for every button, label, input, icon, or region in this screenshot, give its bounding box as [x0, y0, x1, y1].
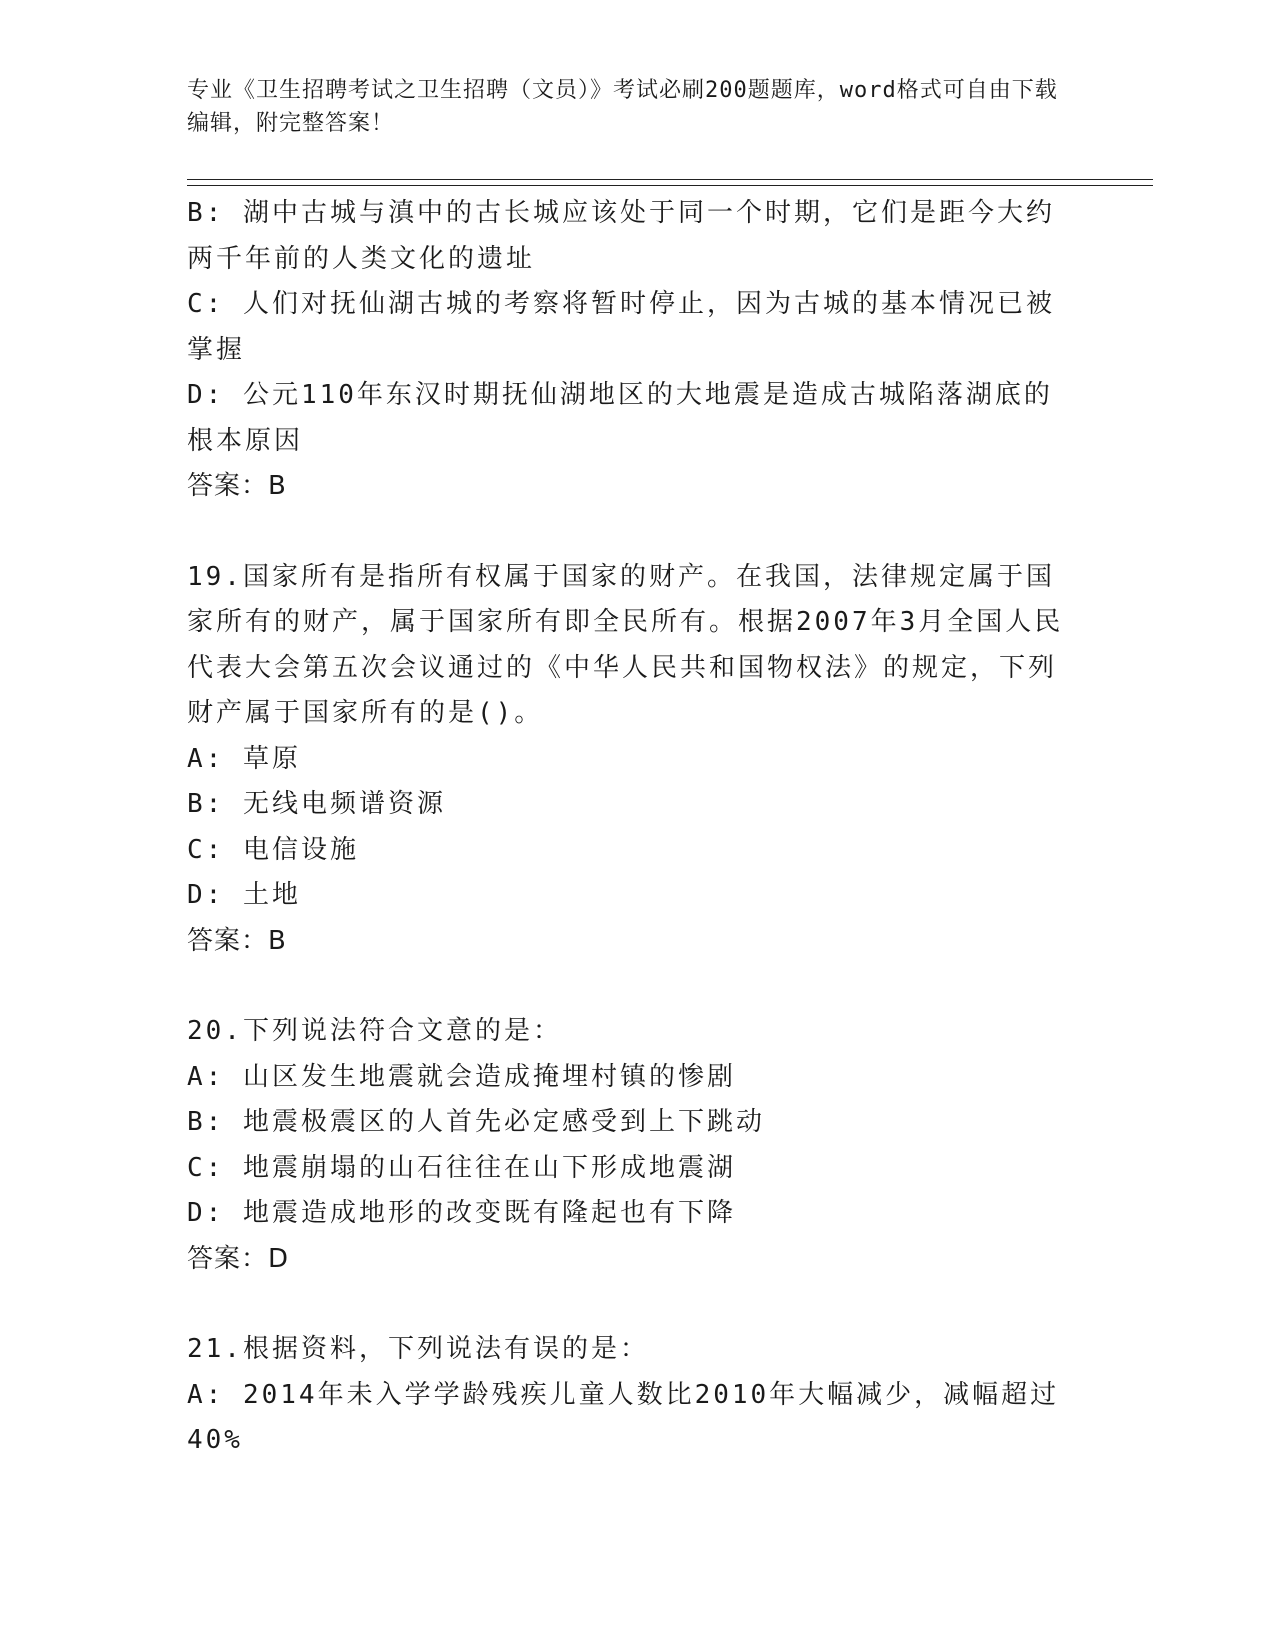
header-rule-top — [187, 179, 1153, 180]
q20-answer: 答案：D — [187, 1243, 290, 1274]
q18-option-c: C: 人们对抚仙湖古城的考察将暂时停止，因为古城的基本情况已被掌握 — [187, 289, 1055, 365]
document-intro: 专业《卫生招聘考试之卫生招聘（文员）》考试必刷200题题库，word格式可自由下载编辑，附完整答案！ — [187, 78, 1058, 136]
q20-option-b: B: 地震极震区的人首先必定感受到上下跳动 — [187, 1107, 765, 1137]
q20-option-a: A: 山区发生地震就会造成掩埋村镇的惨剧 — [187, 1061, 736, 1092]
q19-option-b: B: 无线电频谱资源 — [187, 789, 446, 819]
q18-answer: 答案：B — [187, 471, 287, 501]
question-list — [187, 191, 1077, 1464]
question-18-block — [187, 191, 1077, 510]
q19-answer: 答案：B — [187, 925, 287, 956]
q19-option-c: C: 电信设施 — [187, 834, 359, 865]
q19-option-d: D: 土地 — [187, 880, 301, 910]
question-21-block — [187, 1327, 1077, 1464]
q20-option-d: D: 地震造成地形的改变既有隆起也有下降 — [187, 1198, 736, 1228]
q18-option-d: D: 公元110年东汉时期抚仙湖地区的大地震是造成古城陷落湖底的根本原因 — [187, 380, 1053, 456]
q19-stem: 19.国家所有是指所有权属于国家的财产。在我国，法律规定属于国家所有的财产，属于国家所有即全民所有。根据2007年3月全国人民代表大会第五次会议通过的《中华人民共和国物权法》的规定，下列财产属于国家所有的是()。 — [187, 561, 1064, 728]
q20-stem: 20.下列说法符合文意的是： — [187, 1016, 562, 1046]
header-rule-bottom — [187, 185, 1153, 186]
q21-stem: 21.根据资料，下列说法有误的是： — [187, 1334, 649, 1364]
q21-option-a: A: 2014年未入学学龄残疾儿童人数比2010年大幅减少，减幅超过40% — [187, 1379, 1060, 1455]
q19-option-a: A: 草原 — [187, 743, 301, 774]
question-19-block — [187, 555, 1077, 965]
q18-option-b: B: 湖中古城与滇中的古长城应该处于同一个时期，它们是距今大约两千年前的人类文化的遗址 — [187, 198, 1055, 274]
question-20-block — [187, 1009, 1077, 1282]
q20-option-c: C: 地震崩塌的山石往往在山下形成地震湖 — [187, 1152, 736, 1183]
